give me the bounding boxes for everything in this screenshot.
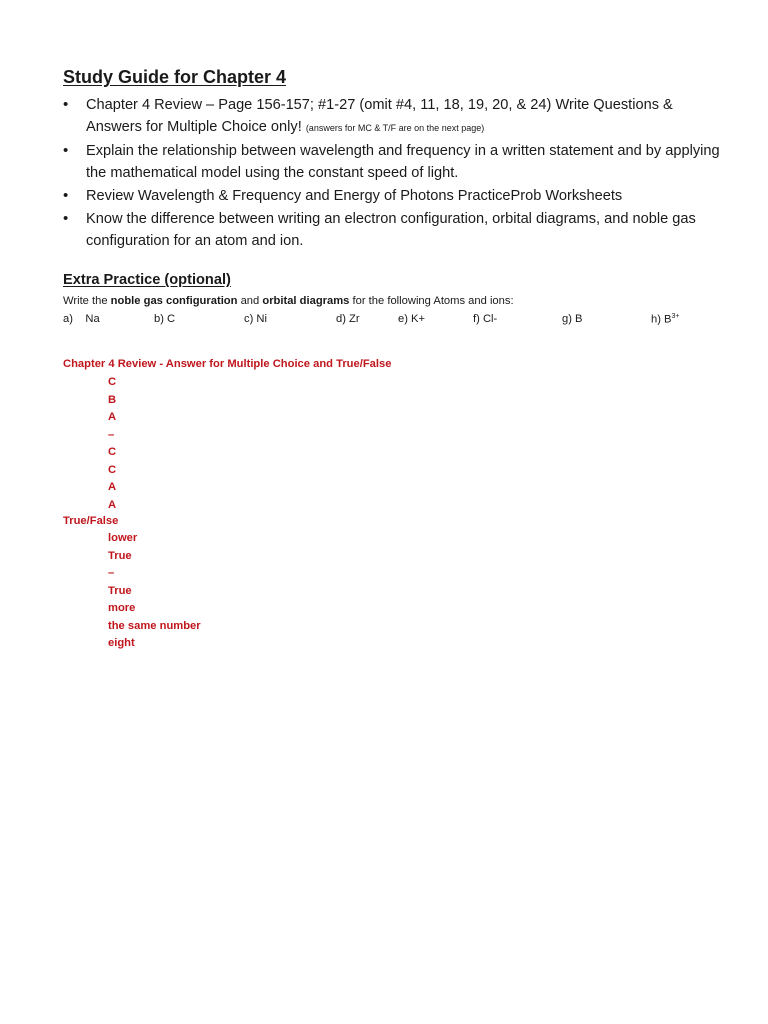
instruction-text: Write the	[63, 295, 111, 307]
answer-value: more	[108, 602, 136, 614]
instruction-text: and	[237, 295, 263, 307]
answer-value: A	[108, 498, 117, 511]
atom-item: d) Zr	[336, 313, 360, 325]
answer-value: the same number	[108, 619, 201, 632]
bullet-icon: •	[63, 187, 69, 204]
instruction-bold: orbital diagrams	[262, 295, 350, 307]
bullet-note: (answers for MC & T/F are on the next page)	[305, 123, 485, 133]
true-false-heading: True/False	[63, 515, 119, 527]
instruction-bold: noble gas configuration	[110, 295, 238, 307]
atom-charge: 3+	[671, 313, 680, 320]
answer-value: C	[108, 463, 117, 476]
answer-value: B	[108, 393, 117, 406]
extra-practice-instruction	[63, 295, 514, 307]
answer-value: A	[108, 481, 117, 493]
bullet-item	[63, 185, 723, 207]
atom-item: a) Na	[63, 313, 100, 325]
answer-value: C	[108, 446, 117, 458]
study-bullet-list	[63, 94, 723, 253]
atom-item: b) C	[154, 313, 176, 325]
extra-practice-heading: Extra Practice (optional)	[63, 272, 231, 288]
bullet-icon: •	[63, 96, 69, 113]
atom-item	[651, 313, 680, 326]
bullet-text: Explain the relationship between wavelength and frequency in a written statement and by applying the mathematical model using the constant speed of light.	[86, 143, 720, 181]
page-title: Study Guide for Chapter 4	[63, 67, 287, 87]
answer-value: C	[108, 376, 117, 388]
answer-value: A	[108, 411, 117, 423]
instruction-text: for the following Atoms and ions:	[349, 295, 514, 307]
atom-list	[0, 313, 768, 331]
atom-item: f) Cl-	[473, 313, 498, 325]
answer-value: –	[108, 567, 115, 579]
bullet-icon: •	[63, 210, 69, 227]
answers-heading: Chapter 4 Review - Answer for Multiple Choice and True/False	[63, 358, 392, 370]
bullet-item	[63, 208, 723, 252]
bullet-icon: •	[63, 142, 69, 159]
bullet-text: Chapter 4 Review – Page 156-157; #1-27 (omit #4, 11, 18, 19, 20, & 24) Write Questions & Answers for Multiple Choice only!	[86, 97, 673, 135]
atom-item: e) K+	[398, 313, 426, 325]
bullet-text: Review Wavelength & Frequency and Energy of Photons PracticeProb Worksheets	[86, 188, 623, 204]
answer-value: –	[108, 428, 115, 441]
atom-item: g) B	[562, 313, 583, 325]
answer-value: lower	[108, 532, 138, 544]
bullet-text: Know the difference between writing an electron configuration, orbital diagrams, and noble gas configuration for an atom and ion.	[86, 211, 696, 249]
atom-item: c) Ni	[244, 313, 267, 325]
answer-value: True	[108, 549, 132, 562]
bullet-item	[63, 94, 723, 139]
answer-value: True	[108, 584, 132, 597]
bullet-item	[63, 140, 723, 184]
answer-value: eight	[108, 637, 135, 649]
atom-label: h) B	[651, 313, 672, 326]
